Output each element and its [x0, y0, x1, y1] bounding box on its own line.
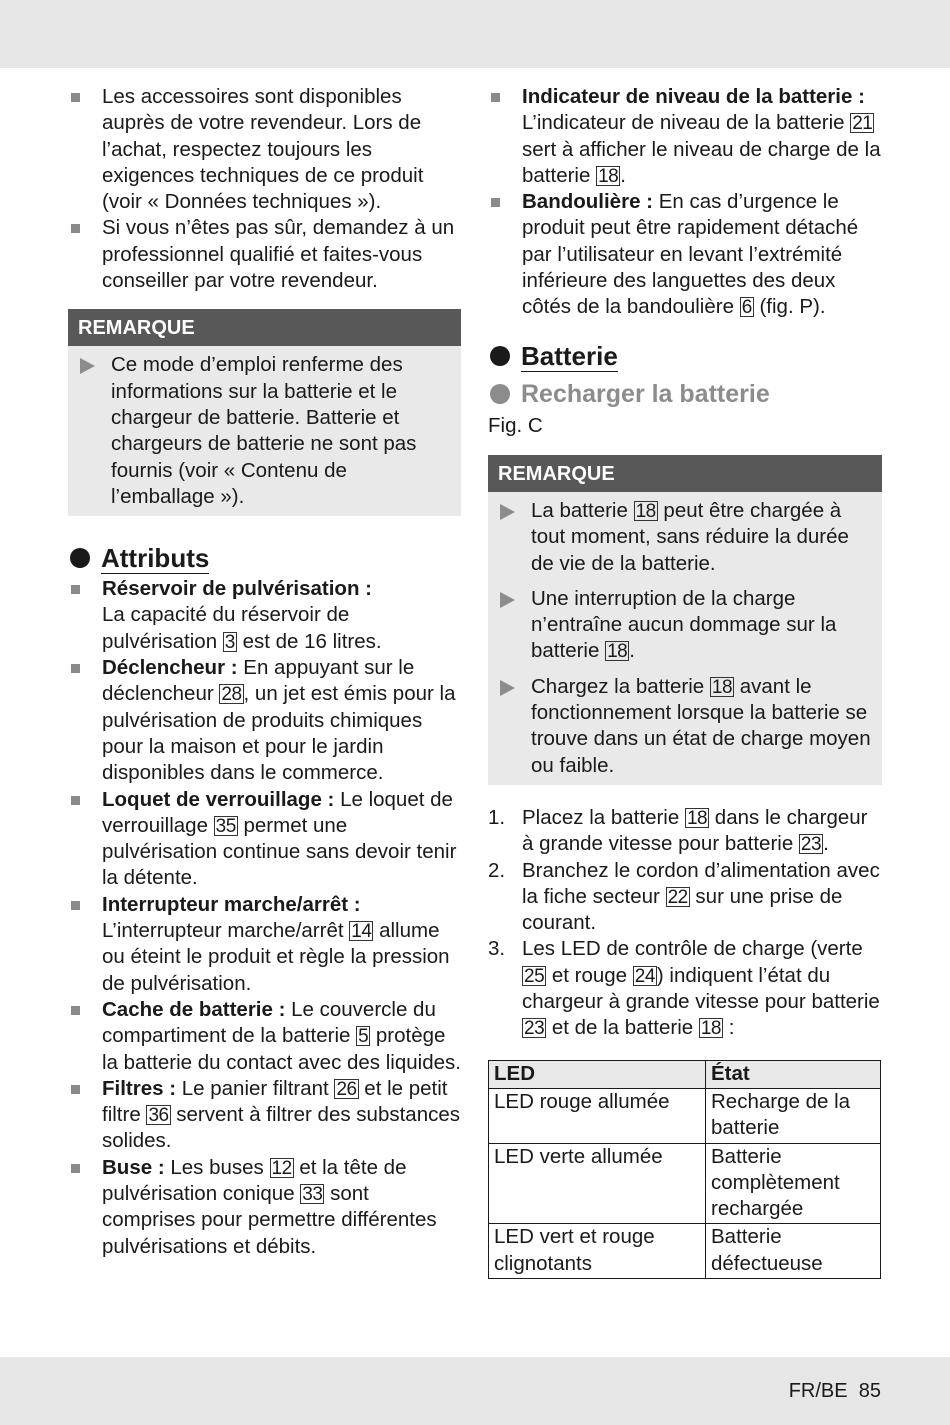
part-number: 18 — [635, 500, 656, 522]
bullet-dot-icon — [490, 346, 510, 366]
list-item: Si vous n’êtes pas sûr, demandez à un professionnel qualifié et faites-vous conseiller par votre revendeur. — [68, 215, 461, 294]
header-band — [0, 0, 950, 68]
list-item: Buse : Les buses 12 et la tête de pulvérisation conique 33 sont comprises pour permettre différentes pulvérisations et débits. — [68, 1155, 461, 1260]
list-item: Interrupteur marche/arrêt : L’interrupteur marche/arrêt 14 allume ou éteint le produit et règle la pression de pulvérisation. — [68, 892, 461, 997]
part-number: 24 — [634, 965, 655, 987]
subheading-recharger: Recharger la batterie — [488, 379, 882, 409]
list-item: Loquet de verrouillage : Le loquet de verrouillage 35 permet une pulvérisation continue sans devoir tenir la détente. — [68, 787, 461, 892]
note-item: Ce mode d’emploi renferme des informations sur la batterie et le chargeur de batterie. Batterie et chargeurs de batterie ne sont pas fournis (voir « Contenu de l’emballage »). — [78, 352, 451, 510]
steps-list — [488, 805, 882, 1042]
part-number: 18 — [700, 1018, 721, 1040]
part-number: 14 — [351, 921, 372, 943]
note-box — [488, 455, 882, 785]
led-status-table — [488, 1060, 881, 1279]
part-number: 18 — [711, 676, 733, 698]
section-heading-attributs: Attributs — [68, 543, 461, 573]
note-item: Une interruption de la charge n’entraîne aucun dommage sur la batterie 18. — [498, 586, 872, 665]
list-item: Les accessoires sont disponibles auprès de votre revendeur. Lors de l’achat, respectez toujours les exigences techniques de ce produit (voir « Données techniques »). — [68, 84, 461, 215]
intro-list — [68, 84, 461, 294]
table-cell: LED vert et rouge clignotants — [489, 1224, 706, 1279]
features-list — [488, 84, 882, 321]
list-item: Indicateur de niveau de la batterie : L’indicateur de niveau de la batterie 21 sert à afficher le niveau de charge de la batterie 18. — [488, 84, 882, 189]
table-cell: Recharge de la batterie — [706, 1088, 881, 1143]
part-number: 12 — [271, 1157, 292, 1179]
note-box — [68, 309, 461, 516]
note-item: La batterie 18 peut être chargée à tout moment, sans réduire la durée de vie de la batterie. — [498, 498, 872, 577]
table-header-cell: État — [706, 1060, 881, 1088]
table-cell: LED rouge allumée — [489, 1088, 706, 1143]
part-number: 35 — [215, 815, 236, 837]
figure-reference: Fig. C — [488, 413, 543, 437]
list-item: Déclencheur : En appuyant sur le déclencheur 28, un jet est émis pour la pulvérisation de produits chimiques pour la maison et pour le jardin disponibles dans le commerce. — [68, 655, 461, 786]
right-column — [488, 84, 882, 1279]
part-number: 3 — [224, 631, 235, 653]
note-title: REMARQUE — [488, 455, 882, 492]
part-number: 26 — [336, 1078, 357, 1100]
list-item: Réservoir de pulvérisation : La capacité du réservoir de pulvérisation 3 est de 16 litres. — [68, 576, 461, 655]
part-number: 36 — [148, 1105, 169, 1127]
step-item: 2. Branchez le cordon d’alimentation avec la fiche secteur 22 sur une prise de courant. — [488, 858, 880, 935]
part-number: 21 — [852, 113, 873, 135]
bullet-dot-icon — [70, 548, 90, 568]
table-row — [489, 1088, 881, 1143]
step-item: 1. Placez la batterie 18 dans le chargeur à grande vitesse pour batterie 23. — [488, 805, 868, 856]
part-number: 18 — [686, 807, 708, 829]
list-item: Bandoulière : En cas d’urgence le produit peut être rapidement détaché par l’utilisateur en levant l’extrémité inférieure des languettes des deux côtés de la bandoulière 6 (fig. P). — [488, 189, 882, 320]
table-cell: Batterie défectueuse — [706, 1224, 881, 1279]
part-number: 23 — [524, 1018, 545, 1040]
table-cell: Batterie complètement rechargée — [706, 1143, 881, 1224]
part-number: 28 — [221, 684, 242, 706]
language-code: FR/BE — [788, 1380, 848, 1402]
left-column — [68, 84, 461, 1260]
part-number: 25 — [524, 965, 545, 987]
part-number: 18 — [607, 641, 628, 663]
part-number: 33 — [302, 1183, 323, 1205]
part-number: 18 — [598, 165, 619, 187]
table-header-cell: LED — [489, 1060, 706, 1088]
list-item: Filtres : Le panier filtrant 26 et le petit filtre 36 servent à filtrer des substances solides. — [68, 1076, 461, 1155]
table-row — [489, 1224, 881, 1279]
table-header-row — [489, 1060, 881, 1088]
table-cell: LED verte allumée — [489, 1143, 706, 1224]
table-row — [489, 1143, 881, 1224]
note-list — [68, 346, 461, 516]
part-number: 6 — [741, 297, 752, 319]
part-number: 5 — [358, 1026, 369, 1048]
step-item: 3. Les LED de contrôle de charge (verte 25 et rouge 24) indiquent l’état du chargeur à grande vitesse pour batterie 23 et de la batterie 18 : — [488, 937, 880, 1040]
note-title: REMARQUE — [68, 309, 461, 346]
note-item: Chargez la batterie 18 avant le fonctionnement lorsque la batterie se trouve dans un état de charge moyen ou faible. — [498, 674, 872, 779]
bullet-dot-icon — [490, 384, 510, 404]
page-number: 85 — [858, 1380, 881, 1402]
part-number: 22 — [667, 886, 688, 908]
note-list — [488, 492, 882, 785]
section-heading-batterie: Batterie — [488, 341, 882, 371]
attributes-list — [68, 576, 461, 1260]
page-footer — [789, 1378, 881, 1404]
part-number: 23 — [800, 834, 822, 856]
list-item: Cache de batterie : Le couvercle du compartiment de la batterie 5 protège la batterie du contact avec des liquides. — [68, 997, 461, 1076]
